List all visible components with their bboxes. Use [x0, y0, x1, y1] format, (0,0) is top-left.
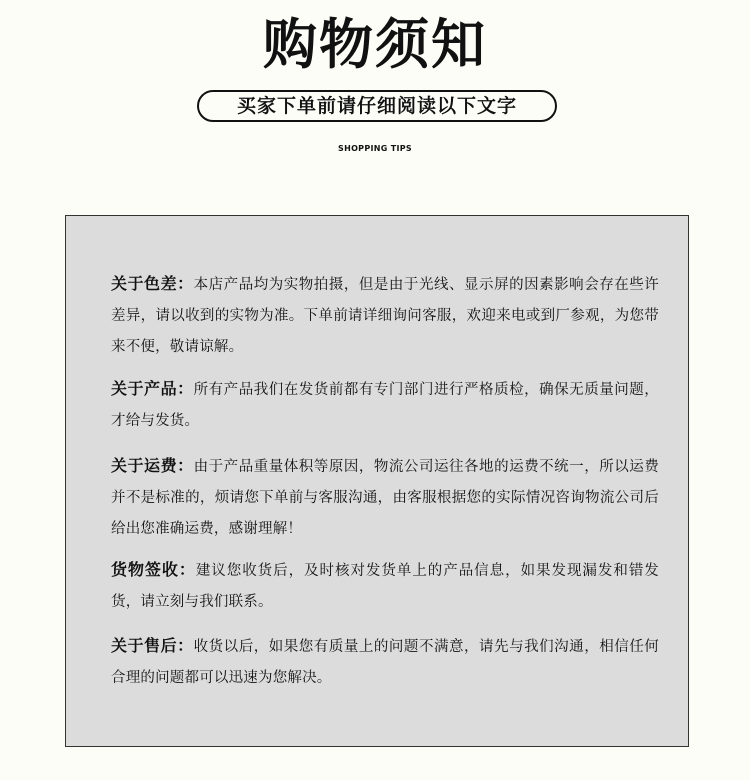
section-heading: 关于售后： — [111, 636, 194, 655]
section-text: 由于产品重量体积等原因，物流公司运往各地的运费不统一，所以运费并不是标准的，烦请您下单前与客服沟通，由客服根据您的实际情况咨询物流公司后给出您准确运费，感谢理解！ — [111, 459, 659, 537]
section-text: 所有产品我们在发货前都有专门部门进行严格质检，确保无质量问题，才给与发货。 — [111, 382, 659, 429]
section-text: 建议您收货后，及时核对发货单上的产品信息，如果发现漏发和错发货，请立刻与我们联系。 — [111, 563, 659, 610]
section-heading: 货物签收： — [111, 560, 196, 579]
section-product — [111, 373, 659, 437]
notice-panel — [65, 215, 689, 747]
subtitle-banner: 买家下单前请仔细阅读以下文字 — [197, 90, 557, 122]
section-text: 收货以后，如果您有质量上的问题不满意，请先与我们沟通，相信任何合理的问题都可以迅速为您解决。 — [111, 639, 659, 686]
section-heading: 关于色差： — [111, 274, 194, 293]
shopping-tips-caption: SHOPPING TIPS — [338, 144, 412, 153]
section-heading: 关于运费： — [111, 456, 194, 475]
page-title: 购物须知 — [263, 13, 487, 76]
section-heading: 关于产品： — [111, 379, 194, 398]
section-shipping — [111, 450, 659, 545]
section-after-sales — [111, 630, 659, 694]
section-color-difference — [111, 268, 659, 363]
section-text: 本店产品均为实物拍摄，但是由于光线、显示屏的因素影响会存在些许差异，请以收到的实物为准。下单前请详细询问客服，欢迎来电或到厂参观，为您带来不便，敬请谅解。 — [111, 277, 659, 355]
section-receipt — [111, 554, 659, 618]
